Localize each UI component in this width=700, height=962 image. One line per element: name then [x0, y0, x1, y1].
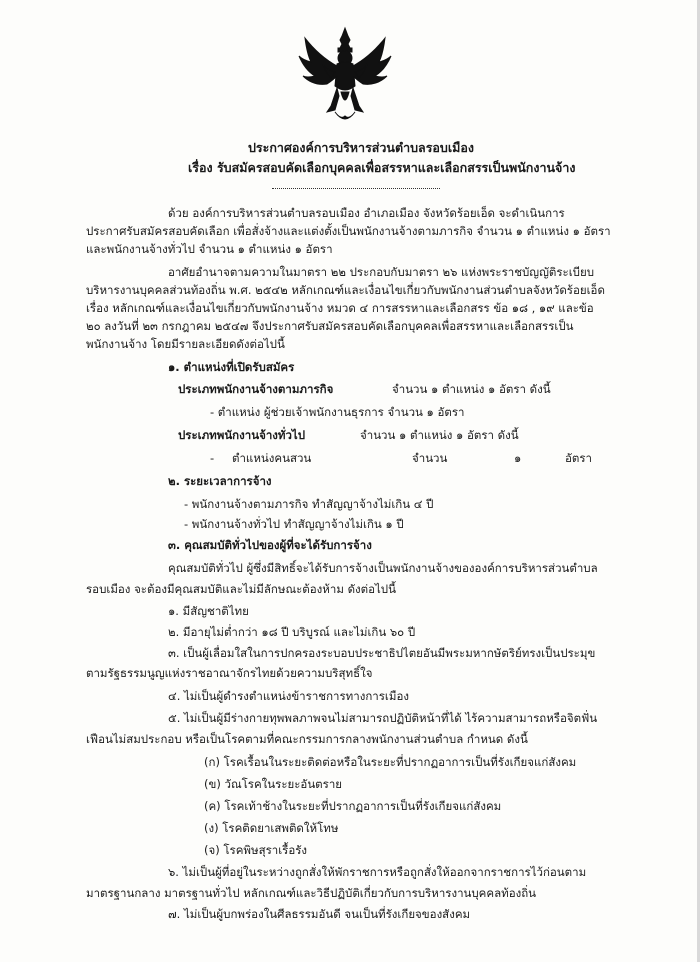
section-2-heading: ๒. ระยะเวลาการจ้าง [168, 474, 272, 488]
qualification-intro-1: คุณสมบัติทั่วไป ผู้ซึ่งมีสิทธิ์จะได้รับการจ้างเป็นพนักงานจ้างขององค์การบริหารส่วนตำบล [168, 561, 598, 575]
qualification-7: ๗. ไม่เป็นผู้บกพร่องในศีลธรรมอันดี จนเป็นที่รังเกียจของสังคม [168, 907, 471, 921]
section-1-heading: ๑. ตำแหน่งที่เปิดรับสมัคร [168, 360, 295, 374]
general-position-name: ตำแหน่งคนสวน [232, 451, 312, 465]
authority-line-5: พนักงานจ้าง โดยมีรายละเอียดดังต่อไปนี้ [86, 337, 285, 351]
garuda-emblem-icon [297, 26, 393, 126]
title-divider [272, 188, 440, 189]
mission-employee-position: - ตำแหน่ง ผู้ช่วยเจ้าพนักงานธุรการ จำนวน ๑ อัตรา [210, 405, 465, 419]
document-title: ประกาศองค์การบริหารส่วนตำบลรอบเมือง [248, 140, 474, 155]
general-position-unit: อัตรา [565, 451, 593, 465]
qualification-2: ๒. มีอายุไม่ต่ำกว่า ๑๘ ปี บริบูรณ์ และไม่เกิน ๖๐ ปี [168, 625, 416, 639]
intro-line-3: และพนักงานจ้างทั่วไป จำนวน ๑ ตำแหน่ง ๑ อัตรา [86, 242, 333, 256]
qualification-4: ๔. ไม่เป็นผู้ดำรงตำแหน่งข้าราชการทางการเมือง [168, 689, 409, 703]
disease-item: (ข) วัณโรคในระยะอันตราย [204, 777, 343, 791]
intro-line-1: ด้วย องค์การบริหารส่วนตำบลรอบเมือง อำเภอเมือง จังหวัดร้อยเอ็ด จะดำเนินการ [168, 206, 565, 220]
document-subject: เรื่อง รับสมัครสอบคัดเลือกบุคคลเพื่อสรรหาและเลือกสรรเป็นพนักงานจ้าง [188, 160, 576, 175]
section-3-heading: ๓. คุณสมบัติทั่วไปของผู้ที่จะได้รับการจ้าง [168, 538, 372, 552]
contract-mission: - พนักงานจ้างตามภารกิจ ทำสัญญาจ้างไม่เกิน ๔ ปี [184, 497, 434, 511]
mission-employee-count: จำนวน ๑ ตำแหน่ง ๑ อัตรา ดังนี้ [392, 382, 551, 396]
qualification-3-line-2: ตามรัฐธรรมนูญแห่งราชอาณาจักรไทยด้วยความบริสุทธิ์ใจ [86, 666, 373, 680]
general-employee-count: จำนวน ๑ ตำแหน่ง ๑ อัตรา ดังนี้ [360, 428, 519, 442]
qualification-6-line-2: มาตรฐานกลาง มาตรฐานทั่วไป หลักเกณฑ์และวิธีปฏิบัติเกี่ยวกับการบริหารงานบุคคลท้องถิ่น [86, 886, 537, 900]
general-employee-type: ประเภทพนักงานจ้างทั่วไป [178, 428, 306, 442]
qualification-intro-2: รอบเมือง จะต้องมีคุณสมบัติและไม่มีลักษณะต้องห้าม ดังต่อไปนี้ [86, 582, 396, 596]
general-position-qty: ๑ [514, 451, 522, 465]
general-position-qty-label: จำนวน [412, 451, 448, 465]
intro-line-2: ประกาศรับสมัครสอบคัดเลือก เพื่อสั่งจ้างและแต่งตั้งเป็นพนักงานจ้างตามภารกิจ จำนวน ๑ ตำแหน่ง ๑ อัตรา [86, 224, 611, 238]
qualification-6-line-1: ๖. ไม่เป็นผู้ที่อยู่ในระหว่างถูกสั่งให้พักราชการหรือถูกสั่งให้ออกจากราชการไว้ก่อนตาม [168, 865, 587, 879]
disease-item: (จ) โรคพิษสุราเรื้อรัง [204, 843, 308, 857]
qualification-1: ๑. มีสัญชาติไทย [168, 604, 249, 618]
contract-general: - พนักงานจ้างทั่วไป ทำสัญญาจ้างไม่เกิน ๑ ปี [184, 517, 404, 531]
authority-line-2: บริหารงานบุคคลส่วนท้องถิ่น พ.ศ. ๒๕๔๒ หลักเกณฑ์และเงื่อนไขเกี่ยวกับพนักงานส่วนตำบลจังหวัดร้อยเอ็ด [86, 283, 605, 297]
qualification-5-line-1: ๕. ไม่เป็นผู้มีร่างกายทุพพลภาพจนไม่สามารถปฏิบัติหน้าที่ได้ ไร้ความสามารถหรือจิตฟั่น [168, 711, 598, 725]
authority-line-1: อาศัยอำนาจตามความในมาตรา ๒๒ ประกอบกับมาตรา ๒๖ แห่งพระราชบัญญัติระเบียบ [168, 265, 594, 279]
qualification-5-line-2: เฟือนไม่สมประกอบ หรือเป็นโรคตามที่คณะกรรมการกลางพนักงานส่วนตำบล กำหนด ดังนี้ [86, 732, 528, 746]
mission-employee-type: ประเภทพนักงานจ้างตามภารกิจ [178, 382, 334, 396]
general-position-dash: - [210, 451, 215, 465]
disease-item: (ง) โรคติดยาเสพติดให้โทษ [204, 821, 339, 835]
authority-line-4: ๒๐ ลงวันที่ ๒๓ กรกฎาคม ๒๕๔๗ จึงประกาศรับสมัครสอบคัดเลือกบุคคลเพื่อสรรหาและเลือกสรรเป็น [86, 319, 574, 333]
authority-line-3: เรื่อง หลักเกณฑ์และเงื่อนไขเกี่ยวกับพนักงานจ้าง หมวด ๔ การสรรหาและเลือกสรร ข้อ ๑๘ , ๑๙ และข้อ [86, 301, 594, 315]
disease-item: (ก) โรคเรื้อนในระยะติดต่อหรือในระยะที่ปรากฏอาการเป็นที่รังเกียจแก่สังคม [204, 755, 577, 769]
disease-item: (ค) โรคเท้าช้างในระยะที่ปรากฏอาการเป็นที่รังเกียจแก่สังคม [204, 799, 502, 813]
qualification-3-line-1: ๓. เป็นผู้เลื่อมใสในการปกครองระบอบประชาธิปไตยอันมีพระมหากษัตริย์ทรงเป็นประมุข [168, 646, 596, 660]
